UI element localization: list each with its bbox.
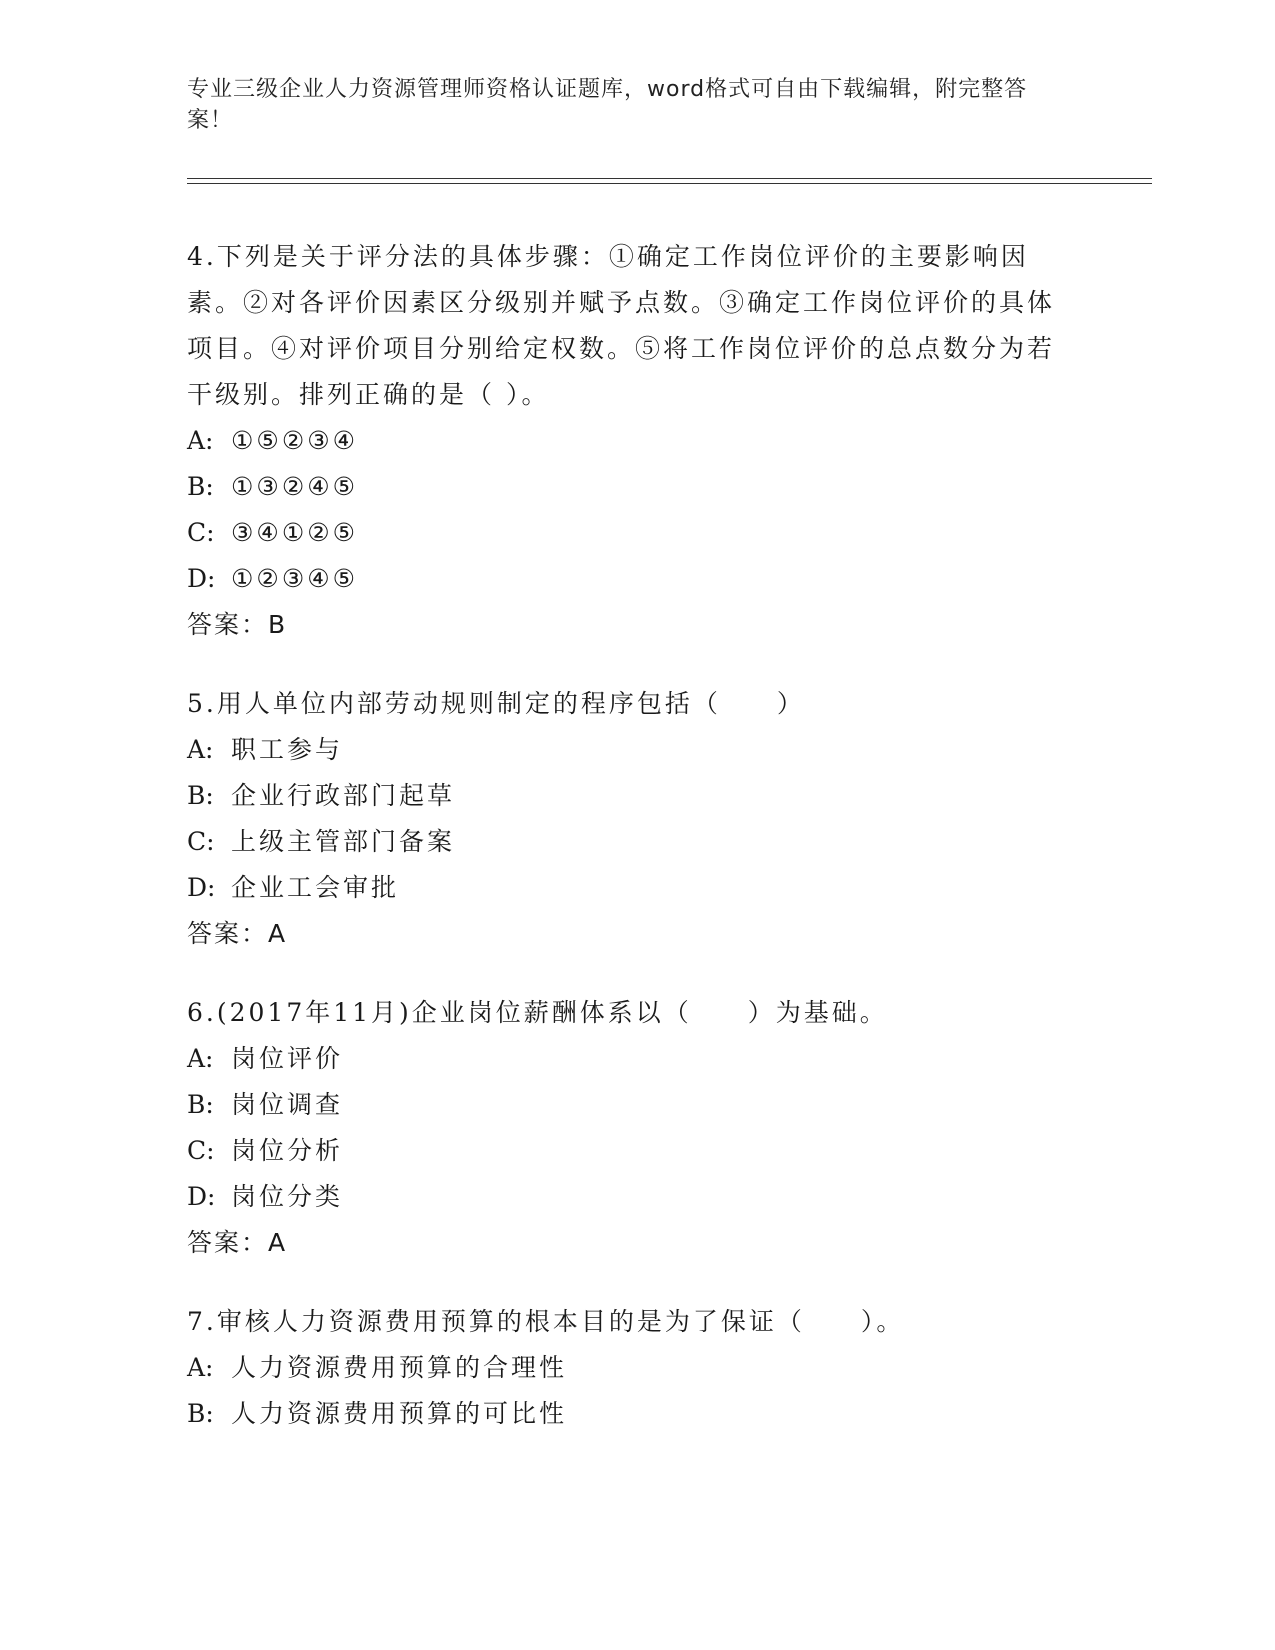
- answer-line: 答案：B: [187, 610, 288, 639]
- option-key: C:: [187, 827, 215, 856]
- option-key: B:: [187, 1399, 214, 1428]
- option-b: [187, 464, 1067, 510]
- option-key: D:: [187, 873, 216, 902]
- option-key: D:: [187, 1182, 216, 1211]
- option-d: [187, 865, 1067, 911]
- option-key: D:: [187, 564, 216, 593]
- question-6: [187, 990, 1067, 1266]
- option-key: A:: [187, 426, 214, 455]
- option-a: [187, 1345, 1067, 1391]
- option-d: [187, 556, 1067, 602]
- option-text: 岗位分类: [231, 1182, 344, 1211]
- answer-line: 答案：A: [187, 1228, 288, 1257]
- option-key: B:: [187, 1090, 214, 1119]
- question-7: [187, 1299, 1067, 1437]
- option-text: 岗位分析: [231, 1136, 344, 1165]
- question-list: [187, 234, 1067, 1470]
- option-key: A:: [187, 1353, 214, 1382]
- option-b: [187, 1391, 1067, 1437]
- option-key: B:: [187, 472, 214, 501]
- option-c: [187, 1128, 1067, 1174]
- option-text: ③④①②⑤: [231, 518, 359, 547]
- option-text: 企业行政部门起草: [231, 781, 456, 810]
- option-text: 岗位调查: [231, 1090, 344, 1119]
- question-stem: 7.审核人力资源费用预算的根本目的是为了保证（ ）。: [187, 1307, 905, 1336]
- question-stem: 5.用人单位内部劳动规则制定的程序包括（ ）: [187, 689, 805, 718]
- option-text: 岗位评价: [231, 1044, 344, 1073]
- option-text: 上级主管部门备案: [231, 827, 456, 856]
- option-text: 人力资源费用预算的可比性: [231, 1399, 568, 1428]
- answer-line: 答案：A: [187, 919, 288, 948]
- header-divider-bottom: [187, 183, 1152, 184]
- option-text: ①②③④⑤: [231, 564, 359, 593]
- option-d: [187, 1174, 1067, 1220]
- header-divider-top: [187, 178, 1152, 179]
- option-key: C:: [187, 1136, 215, 1165]
- option-b: [187, 1082, 1067, 1128]
- option-key: A:: [187, 1044, 214, 1073]
- option-text: ①⑤②③④: [231, 426, 359, 455]
- option-key: C:: [187, 518, 215, 547]
- option-a: [187, 418, 1067, 464]
- question-stem: 6.(2017年11月)企业岗位薪酬体系以（ ）为基础。: [187, 998, 888, 1027]
- option-text: 人力资源费用预算的合理性: [231, 1353, 568, 1382]
- option-c: [187, 819, 1067, 865]
- option-text: ①③②④⑤: [231, 472, 359, 501]
- option-text: 职工参与: [231, 735, 344, 764]
- question-stem: 4.下列是关于评分法的具体步骤：①确定工作岗位评价的主要影响因素。②对各评价因素区分级别并赋予点数。③确定工作岗位评价的具体项目。④对评价项目分别给定权数。⑤将工作岗位评价的总点数分为若干级别。排列正确的是（ ）。: [187, 242, 1056, 409]
- question-5: [187, 681, 1067, 957]
- option-key: A:: [187, 735, 214, 764]
- option-c: [187, 510, 1067, 556]
- option-a: [187, 1036, 1067, 1082]
- document-header: 专业三级企业人力资源管理师资格认证题库，word格式可自由下载编辑，附完整答案！: [187, 77, 1028, 133]
- option-text: 企业工会审批: [231, 873, 400, 902]
- option-key: B:: [187, 781, 214, 810]
- option-a: [187, 727, 1067, 773]
- question-4: [187, 234, 1067, 648]
- option-b: [187, 773, 1067, 819]
